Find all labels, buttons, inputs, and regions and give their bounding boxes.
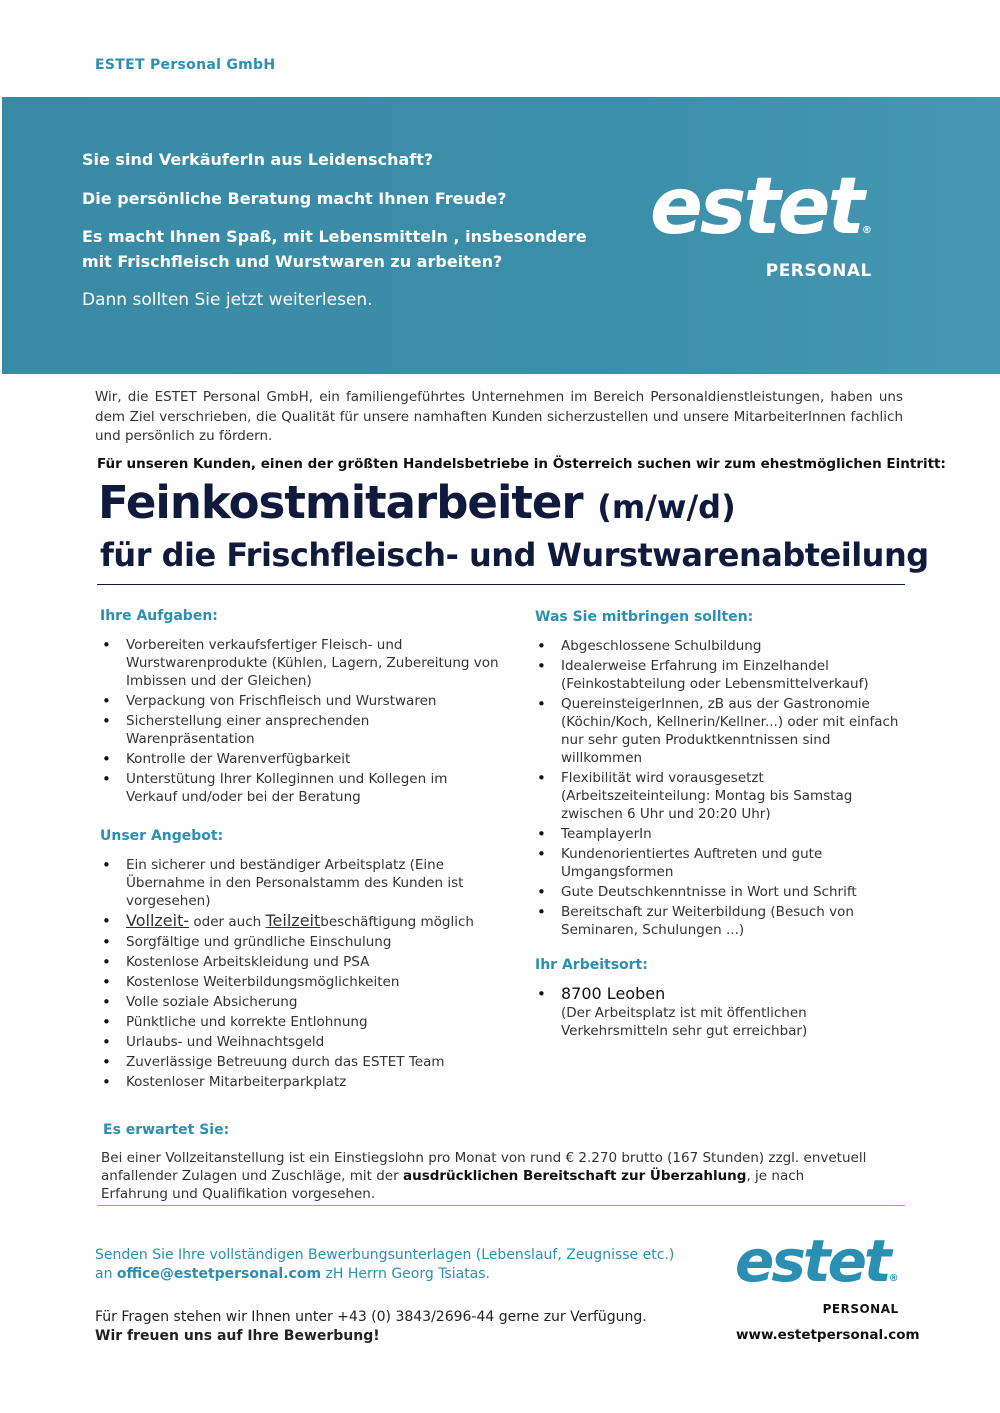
tasks-list bbox=[100, 636, 500, 806]
list-item: • Kostenlose Weiterbildungsmöglichkeiten bbox=[100, 973, 500, 991]
list-item: • Kostenloser Mitarbeiterparkplatz bbox=[100, 1073, 500, 1091]
logo-reg: ® bbox=[861, 225, 872, 236]
list-item: • Flexibilität wird vorausgesetzt (Arbeitszeiteinteilung: Montag bis Samstag zwischen 6 Uhr und 20:20 Uhr) bbox=[535, 769, 910, 823]
banner-lead: Dann sollten Sie jetzt weiterlesen. bbox=[82, 290, 373, 310]
banner-question: Es macht Ihnen Spaß, mit Lebensmitteln , insbesondere bbox=[82, 227, 587, 246]
estet-logo bbox=[650, 162, 872, 281]
list-item: • Zuverlässige Betreuung durch das ESTET Team bbox=[100, 1053, 500, 1071]
list-item: • Abgeschlossene Schulbildung bbox=[535, 637, 910, 655]
list-item: • Kundenorientiertes Auftreten und gute Umgangsformen bbox=[535, 845, 910, 881]
offer-heading: Unser Angebot: bbox=[100, 828, 224, 844]
list-item: • Kostenlose Arbeitskleidung und PSA bbox=[100, 953, 500, 971]
overpay-text: ausdrücklichen Bereitschaft zur Überzahlung bbox=[402, 1168, 747, 1184]
list-item: • QuereinsteigerInnen, zB aus der Gastronomie (Köchin/Koch, Kellnerin/Kellner...) oder mit einfach nur sehr guten Produktkenntnissen sind willkommen bbox=[535, 695, 910, 767]
apply-pre: an bbox=[95, 1266, 117, 1282]
list-item: • Unterstütung Ihrer Kolleginnen und Kollegen im Verkauf und/oder bei der Beratung bbox=[100, 770, 500, 806]
list-item: • Gute Deutschkenntnisse in Wort und Schrift bbox=[535, 883, 910, 901]
location-item bbox=[535, 985, 910, 1040]
location-section bbox=[535, 957, 910, 1040]
tasks-section bbox=[100, 608, 500, 806]
salary-text: Bei einer Vollzeitanstellung ist ein Einstiegslohn pro Monat von rund € 2.270 brutto (167 Stunden) zzgl. envetuell anfallender Zulagen und Zuschläge, mit der bbox=[101, 1150, 867, 1184]
list-item: • Kontrolle der Warenverfügbarkeit bbox=[100, 750, 500, 768]
estet-logo-footer bbox=[735, 1227, 899, 1316]
logo-sub: PERSONAL bbox=[822, 1302, 899, 1316]
banner-question: Sie sind VerkäuferIn aus Leidenschaft? bbox=[82, 150, 434, 169]
apply-text bbox=[95, 1246, 674, 1284]
experience-text: , je nach Erfahrung und Qualifikation vorgesehen. bbox=[101, 1168, 805, 1202]
parttime-text: Teilzeit bbox=[265, 911, 321, 930]
job-subtitle: für die Frischfleisch- und Wurstwarenabteilung bbox=[100, 536, 929, 574]
job-title bbox=[98, 476, 736, 529]
logo-word: estet bbox=[650, 162, 862, 252]
employment-text: beschäftigung möglich bbox=[320, 914, 474, 930]
list-item: • Idealerweise Erfahrung im Einzelhandel (Feinkostabteilung oder Lebensmittelverkauf) bbox=[535, 657, 910, 693]
banner-question: mit Frischfleisch und Wurstwaren zu arbeiten? bbox=[82, 252, 503, 271]
list-item: • Sorgfältige und gründliche Einschulung bbox=[100, 933, 500, 951]
fulltime-text: Vollzeit- bbox=[126, 911, 190, 930]
offer-list bbox=[100, 856, 500, 1091]
website-link[interactable]: www.estetpersonal.com bbox=[736, 1327, 920, 1343]
company-name: ESTET Personal GmbH bbox=[95, 57, 276, 73]
list-item: • Ein sicherer und beständiger Arbeitsplatz (Eine Übernahme in den Personalstamm des Kunden ist vorgesehen) bbox=[100, 856, 500, 910]
divider bbox=[97, 584, 905, 585]
apply-contact-person: zH Herrn Georg Tsiatas. bbox=[321, 1266, 491, 1282]
list-item bbox=[100, 912, 500, 931]
phone-line: Für Fragen stehen wir Ihnen unter +43 (0) 3843/2696-44 gerne zur Verfügung. bbox=[95, 1309, 647, 1325]
location-note: (Der Arbeitsplatz ist mit öffentlichen Verkehrsmitteln sehr gut erreichbar) bbox=[561, 1005, 808, 1039]
expect-heading: Es erwartet Sie: bbox=[103, 1122, 230, 1138]
list-item: • Verpackung von Frischfleisch und Wurstwaren bbox=[100, 692, 500, 710]
apply-line: Senden Sie Ihre vollständigen Bewerbungsunterlagen (Lebenslauf, Zeugnisse etc.) bbox=[95, 1247, 675, 1263]
list-item: • TeamplayerIn bbox=[535, 825, 910, 843]
requirements-heading: Was Sie mitbringen sollten: bbox=[535, 609, 754, 625]
list-item: • Bereitschaft zur Weiterbildung (Besuch von Seminaren, Schulungen ...) bbox=[535, 903, 910, 939]
or-text: oder auch bbox=[189, 914, 266, 930]
list-item: • Vorbereiten verkaufsfertiger Fleisch- und Wurstwarenprodukte (Kühlen, Lagern, Zubereitung von Imbissen und der Gleichen) bbox=[100, 636, 500, 690]
banner-question: Die persönliche Beratung macht Ihnen Freude? bbox=[82, 189, 507, 208]
closing-line: Wir freuen uns auf Ihre Bewerbung! bbox=[95, 1328, 380, 1344]
title-suffix: (m/w/d) bbox=[597, 488, 736, 526]
logo-word: estet bbox=[735, 1227, 889, 1295]
divider bbox=[97, 1205, 905, 1206]
tasks-heading: Ihre Aufgaben: bbox=[100, 608, 218, 624]
title-main: Feinkostmitarbeiter bbox=[98, 476, 583, 529]
location-heading: Ihr Arbeitsort: bbox=[535, 957, 648, 973]
requirements-list bbox=[535, 637, 910, 939]
intro-text: Wir, die ESTET Personal GmbH, ein familiengeführtes Unternehmen im Bereich Personaldienstleistungen, haben uns dem Ziel verschrieben, die Qualität für unsere namhaften Kunden sicherzustellen und unsere MitarbeiterInnen fachlich und persönlich zu fördern. bbox=[95, 389, 903, 444]
list-item: • Volle soziale Absicherung bbox=[100, 993, 500, 1011]
list-item: • Sicherstellung einer ansprechenden Warenpräsentation bbox=[100, 712, 500, 748]
questions-text bbox=[95, 1308, 647, 1346]
location-place: 8700 Leoben bbox=[561, 984, 666, 1003]
offer-section bbox=[100, 828, 500, 1091]
list-item: • Pünktliche und korrekte Entlohnung bbox=[100, 1013, 500, 1031]
clients-line: Für unseren Kunden, einen der größten Handelsbetriebe in Österreich suchen wir zum ehestmöglichen Eintritt: bbox=[97, 456, 946, 472]
logo-sub: PERSONAL bbox=[765, 261, 872, 281]
logo-reg: ® bbox=[888, 1273, 899, 1284]
list-item: • Urlaubs- und Weihnachtsgeld bbox=[100, 1033, 500, 1051]
requirements-section bbox=[535, 609, 910, 939]
expect-text bbox=[101, 1149, 871, 1203]
email-link[interactable]: office@estetpersonal.com bbox=[116, 1266, 322, 1282]
